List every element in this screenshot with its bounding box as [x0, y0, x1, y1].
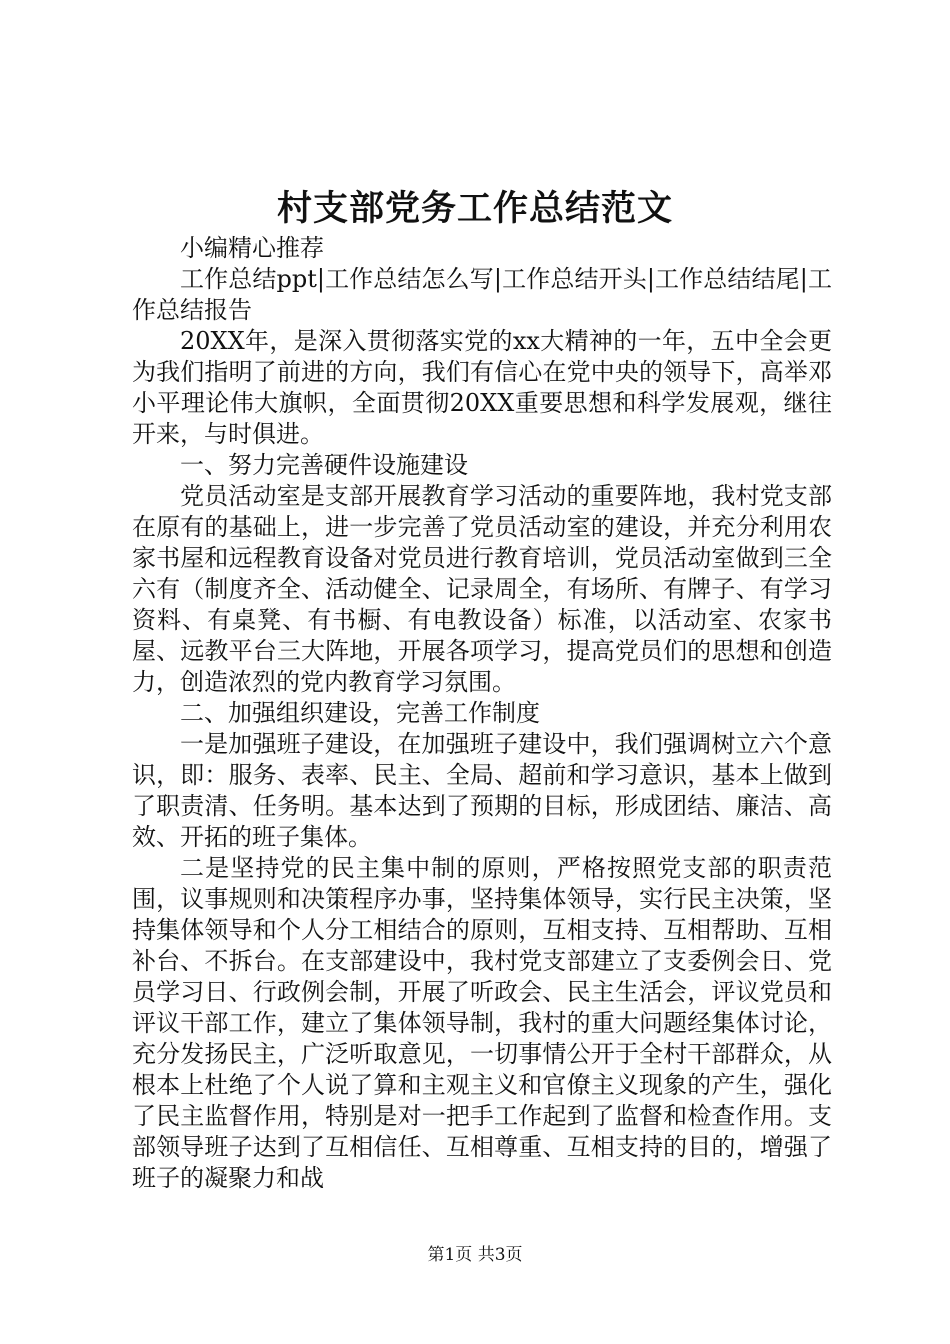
document-title: 村支部党务工作总结范文	[276, 188, 673, 229]
section-heading-2: 二、加强组织建设，完善工作制度	[180, 699, 540, 727]
paragraph-related-links: 工作总结ppt|工作总结怎么写|工作总结开头|工作总结结尾|工作总结报告	[132, 265, 832, 324]
paragraph-section-1: 党员活动室是支部开展教育学习活动的重要阵地，我村党支部在原有的基础上，进一步完善了党员活动室的建设，并充分利用农家书屋和远程教育设备对党员进行教育培训，党员活动室做到三全六有（制度齐全、活动健全、记录周全，有场所、有牌子、有学习资料、有桌凳、有书橱、有电教设备）标准，以活动室、农家书屋、远教平台三大阵地，开展各项学习，提高党员们的思想和创造力，创造浓烈的党内教育学习氛围。	[132, 482, 832, 696]
document-body	[132, 233, 832, 1194]
page-footer: 第1页 共3页	[427, 1245, 523, 1265]
paragraph-section-2b: 二是坚持党的民主集中制的原则，严格按照党支部的职责范围，议事规则和决策程序办事，坚持集体领导，实行民主决策，坚持集体领导和个人分工相结合的原则，互相支持、互相帮助、互相补台、不拆台。在支部建设中，我村党支部建立了支委例会日、党员学习日、行政例会制，开展了听政会、民主生活会，评议党员和评议干部工作，建立了集体领导制，我村的重大问题经集体讨论，充分发扬民主，广泛听取意见，一切事情公开于全村干部群众，从根本上杜绝了个人说了算和主观主义和官僚主义现象的产生，强化了民主监督作用，特别是对一把手工作起到了监督和检查作用。支部领导班子达到了互相信任、互相尊重、互相支持的目的，增强了班子的凝聚力和战	[132, 854, 832, 1192]
section-heading-1: 一、努力完善硬件设施建设	[180, 451, 468, 479]
paragraph-intro: 20XX年，是深入贯彻落实党的xx大精神的一年，五中全会更为我们指明了前进的方向，我们有信心在党中央的领导下，高举邓小平理论伟大旗帜，全面贯彻20XX重要思想和科学发展观，继往开来，与时俱进。	[132, 327, 832, 448]
paragraph-section-2a: 一是加强班子建设，在加强班子建设中，我们强调树立六个意识，即：服务、表率、民主、全局、超前和学习意识，基本上做到了职责清、任务明。基本达到了预期的目标，形成团结、廉洁、高效、开拓的班子集体。	[132, 730, 832, 851]
paragraph-recommend: 小编精心推荐	[180, 234, 324, 262]
